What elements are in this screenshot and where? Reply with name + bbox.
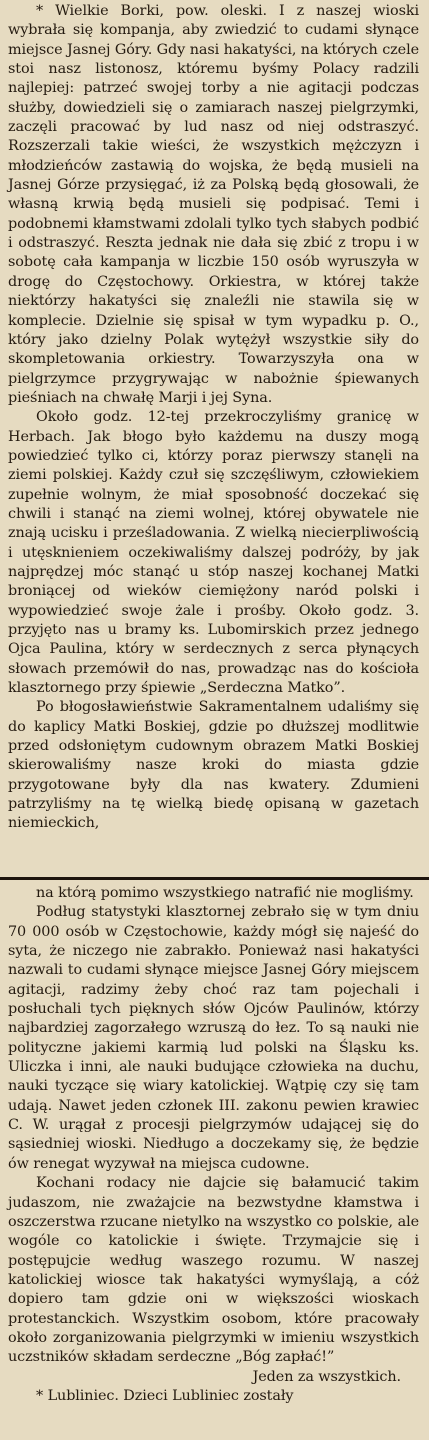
next-article-fragment: * Lubliniec. Dzieci Lubliniec zostały	[36, 1387, 294, 1404]
column-divider	[0, 877, 429, 880]
article-paragraph: Około godz. 12-tej przekroczyliśmy granicę w Herbach. Jak błogo było każdemu na duszy mogą powiedzieć tylko ci, którzy poraz pierwszy stanęli na ziemi polskiej. Każdy czuł się szczęśliwym, człowiekiem zupełnie wolnym, że miał sposobność doczekać się chwili i stanąć na ziemi wolnej, której obywatele nie znają ucisku i prześladowania. Z wielką niecierpliwością i utęsknieniem oczekiwaliśmy dalszej podróży, by jak najprędzej móc stanąć u stóp naszej kochanej Matki broniącej od wieków ciemiężony naród polski i wypowiedzieć swoje żale i prośby. Około godz. 3. przyjęto nas u bramy ks. Lubomirskich przez jednego Ojca Paulina, który w serdecznych z serca płynących słowach przemówił do nas, prowadząc nas do kościoła klasztornego przy śpiewie „Serdeczna Matko”.	[8, 409, 419, 697]
article-paragraph: Podług statystyki klasztornej zebrało się w tym dniu 70 000 osób w Częstochowie, każdy mógł się najeść do syta, że niczego nie zabrakło. Ponieważ nasi hakatyści nazwali to cudami słynące miejsce Jasnej Góry miejscem agitacji, radzimy żeby choć raz tam pojechali i posłuchali tych pięknych słów Ojców Paulinów, którzy najbardziej zagorzałego wzruszą do łez. To są nauki nie polityczne jakiemi karmią lud polski na Śląsku ks. Uliczka i inni, ale nauki budujące człowieka na duchu, nauki tyczące się wiary katolickiej. Wątpię czy się tam udają. Nawet jeden członek III. zakonu pewien krawiec C. W. urągał z procesji pielgrzymów udającej się do sąsiedniej wioski. Niedługo a doczekamy się, że będzie ów renegat wyzywał na miejsca cudowne.	[8, 904, 419, 1172]
signature: Jeden za wszystkich.	[252, 1368, 401, 1385]
article-wielkie-borki	[0, 2, 429, 876]
article-continuation	[0, 884, 429, 1440]
article-paragraph: * Wielkie Borki, pow. oleski. I z naszej wioski wybrała się kompanja, aby zwiedzić to cudami słynące miejsce Jasnej Góry. Gdy nasi hakatyści, na których czele stoi nasz listonosz, któremu byśmy Polacy radzili najlepiej: patrzeć swojej torby a nie agitacji podczas służby, dowiedzieli się o zamiarach naszej pielgrzymki, zaczęli pracować by lud nasz od niej odstraszyć. Rozszerzali takie wieści, że wszystkich mężczyzn i młodzieńców zastawią do wojska, że będą musieli na Jasnej Górze przysięgać, iż za Polską będą głosowali, że własną krwią będą musieli się podpisać. Temi i podobnemi kłamstwami zdolali tylko tych słabych podbić i odstraszyć. Reszta jednak nie dała się zbić z tropu i w sobotę cała kampanja w liczbie 150 osób wyruszyła w drogę do Częstochowy. Orkiestra, w której także niektórzy hakatyści się znaleźli nie stawila się w komplecie. Dzielnie się spisał w tym wypadku p. O., który jako dzielny Polak wytężył wszystkie siły do skompletowania orkiestry. Towarzyszyła ona w pielgrzymce przygrywając w nabożnie śpiewanych pieśniach na chwałę Marji i jej Syna.	[8, 3, 419, 406]
article-paragraph: Kochani rodacy nie dajcie się bałamucić takim judaszom, nie zważajcie na bezwstydne kłamstwa i oszczerstwa rzucane nietylko na wszystko co polskie, ale wogóle co katolickie i święte. Trzymajcie się i postępujcie według waszego rozumu. W naszej katolickiej wiosce tak hakatyści wymyślają, a cóż dopiero tam gdzie oni w większości wioskach protestanckich. Wszystkim osobom, które pracowały około zorganizowania pielgrzymki w imieniu wszystkich uczstników składam serdeczne „Bóg zapłać!”	[8, 1175, 419, 1366]
article-paragraph: Po błogosławieństwie Sakramentalnem udaliśmy się do kaplicy Matki Boskiej, gdzie po dłuższej modlitwie przed odsłoniętym cudownym obrazem Matki Boskiej skierowaliśmy nasze kroki do miasta gdzie przygotowane były dla nas kwatery. Zdumieni patrzyliśmy na tę wielką biedę opisaną w gazetach niemieckich,	[8, 699, 419, 832]
continuation-line: na którą pomimo wszystkiego natrafić nie mogliśmy.	[36, 885, 414, 901]
